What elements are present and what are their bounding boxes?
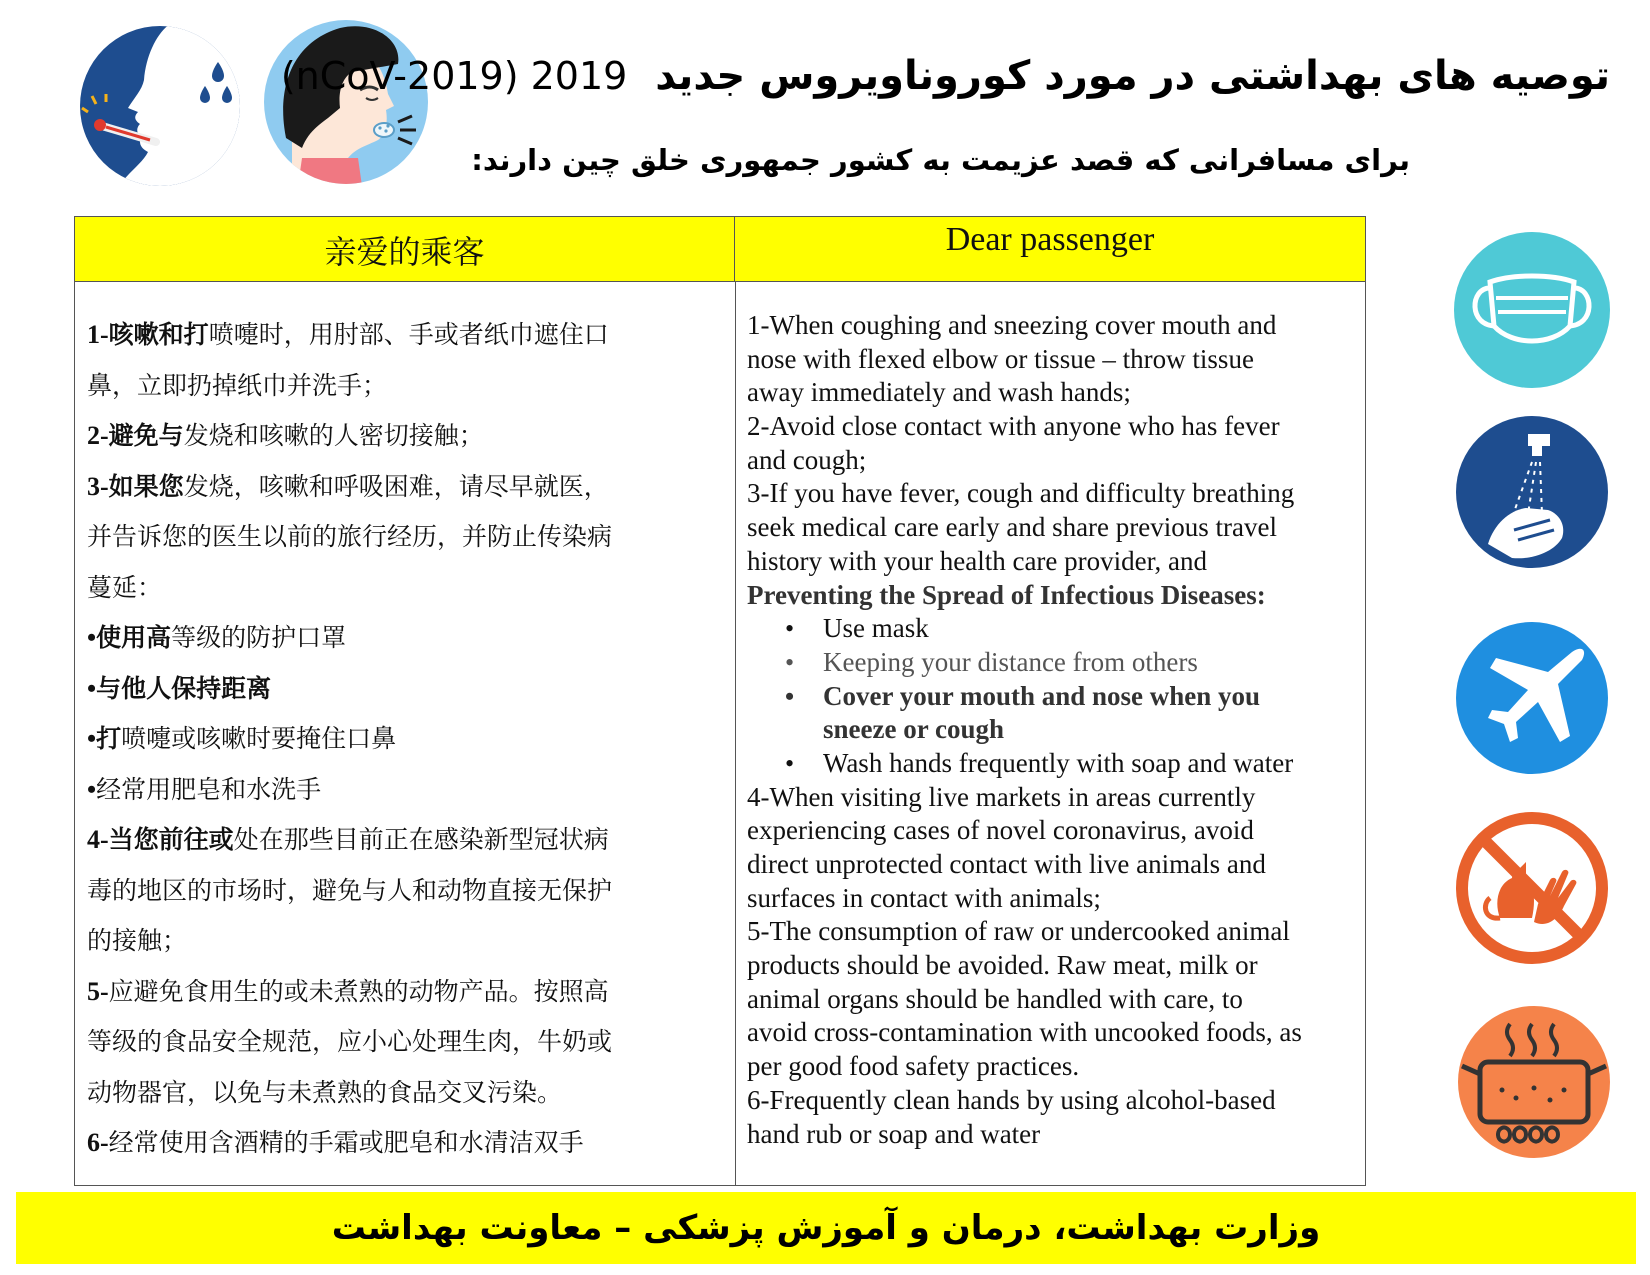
zh-line-text: 应避免食用生的或未煮熟的动物产品。按照高 [108, 976, 609, 1006]
zh-advice-line [87, 1017, 727, 1068]
fever-thermometer-icon [78, 24, 242, 188]
zh-advice-line [87, 462, 727, 513]
zh-line-text: 蔓延： [87, 572, 163, 602]
zh-line-number: • [87, 623, 97, 652]
en-advice-line: experiencing cases of novel coronavirus, avoid [747, 815, 1254, 846]
zh-line-text: 发烧，咳嗽和呼吸困难，请尽早就医， [183, 471, 609, 501]
zh-advice-line [87, 967, 727, 1018]
zh-line-number: 5- [87, 976, 109, 1006]
zh-line-number: 4- [87, 825, 109, 854]
zh-line-bold: 与他人保持距离 [96, 673, 272, 703]
en-advice-line: avoid cross-contamination with uncooked foods, as [747, 1017, 1302, 1048]
header-english: Dear passenger [735, 217, 1365, 282]
zh-line-text: 处在那些目前正在感染新型冠状病 [233, 825, 609, 854]
zh-advice-line [87, 613, 727, 664]
zh-line-number: • [87, 724, 97, 753]
title-code: (nCoV-2019) 2019 [280, 54, 628, 98]
zh-advice-line [87, 310, 727, 361]
zh-line-text: 等级的食品安全规范，应小心处理生肉，牛奶或 [87, 1027, 613, 1056]
advice-table [74, 216, 1366, 1186]
zh-advice-line [87, 916, 727, 967]
en-advice-line: seek medical care early and share previous travel [747, 512, 1277, 543]
cooking-pot-icon [1454, 1002, 1614, 1162]
en-advice-line: 3-If you have fever, cough and difficulty breathing [747, 478, 1295, 509]
zh-advice-line [87, 563, 727, 614]
footer-bar [16, 1192, 1636, 1264]
zh-line-text: 动物器官，以免与未煮熟的食品交叉污染。 [87, 1077, 563, 1107]
zh-line-text: 鼻，立即扔掉纸巾并洗手； [87, 370, 388, 400]
zh-line-number: 1- [87, 320, 109, 349]
no-animal-contact-icon [1454, 810, 1610, 966]
zh-line-text: 毒的地区的市场时，避免与人和动物直接无保护 [87, 875, 613, 905]
en-bullet-item: • Wash hands frequently with soap and water [747, 747, 1357, 781]
zh-line-text: 经常用肥皂和水洗手 [96, 774, 322, 804]
zh-line-bold: 如果您 [108, 471, 184, 501]
zh-line-text: 等级的防护口罩 [171, 623, 347, 652]
en-advice-line: direct unprotected contact with live animals and [747, 849, 1266, 879]
en-advice-line: and cough; [747, 444, 867, 475]
en-advice-line: products should be avoided. Raw meat, milk or [747, 950, 1258, 981]
zh-advice-line [87, 714, 727, 765]
hand-washing-icon [1454, 414, 1610, 570]
page-title [280, 44, 1610, 108]
zh-line-number: • [87, 774, 97, 804]
zh-line-number: 6- [87, 1128, 109, 1157]
en-advice-line: history with your health care provider, and [747, 545, 1208, 576]
zh-line-bold: 打 [96, 724, 122, 753]
page-subtitle: برای مسافرانی که قصد عزیمت به کشور جمهوری خلق چین دارند: [471, 143, 1410, 177]
en-bullet-item: • Use mask [747, 612, 1357, 646]
zh-line-number: 2- [87, 421, 109, 450]
zh-line-bold: 当您前往或 [108, 825, 234, 854]
zh-line-text: 喷嚏时，用肘部、手或者纸巾遮住口 [208, 320, 609, 349]
en-advice-line: 2-Avoid close contact with anyone who has fever [747, 411, 1280, 442]
zh-advice-line [87, 815, 727, 866]
zh-line-number: • [87, 673, 97, 703]
zh-line-text: 发烧和咳嗽的人密切接触； [183, 421, 484, 450]
en-advice-line: animal organs should be handled with care, to [747, 983, 1243, 1014]
en-advice-line: 6-Frequently clean hands by using alcohol-based [747, 1084, 1276, 1115]
zh-line-bold: 使用高 [96, 623, 172, 652]
header-chinese: 亲爱的乘客 [75, 217, 735, 282]
zh-advice-line [87, 411, 727, 462]
en-advice-line: surfaces in contact with animals; [747, 882, 1101, 913]
zh-line-number: 3- [87, 471, 109, 501]
column-divider [735, 282, 736, 1185]
en-bullet-item: • Keeping your distance from others [747, 646, 1357, 680]
zh-line-text: 的接触； [87, 926, 188, 955]
zh-advice-line [87, 1118, 727, 1169]
en-advice-line: away immediately and wash hands; [747, 377, 1131, 408]
zh-advice-line [87, 866, 727, 917]
en-advice-line: nose with flexed elbow or tissue – throw tissue [747, 343, 1254, 374]
zh-advice-line [87, 664, 727, 715]
zh-advice-line [87, 765, 727, 816]
en-bullet-item: • Cover your mouth and nose when you [747, 680, 1357, 714]
zh-line-text: 喷嚏或咳嗽时要掩住口鼻 [121, 724, 397, 753]
en-advice-line: sneeze or cough [823, 714, 1004, 745]
en-advice-line: hand rub or soap and water [747, 1118, 1041, 1149]
chinese-advice-column [87, 310, 727, 1169]
en-advice-line: 4-When visiting live markets in areas currently [747, 781, 1256, 812]
zh-line-text: 并告诉您的医生以前的旅行经历，并防止传染病 [87, 522, 613, 551]
en-advice-line: per good food safety practices. [747, 1051, 1080, 1082]
en-advice-line: 1-When coughing and sneezing cover mouth and [747, 310, 1277, 340]
airplane-icon [1454, 620, 1610, 776]
footer-ministry-text: وزارت بهداشت، درمان و آموزش پزشکی – معاونت بهداشت [331, 1208, 1321, 1248]
title-fa: توصیه های بهداشتی در مورد کوروناویروس جدید [655, 53, 1610, 99]
en-advice-line: 5-The consumption of raw or undercooked animal [747, 916, 1290, 947]
zh-advice-line [87, 512, 727, 563]
english-advice-column [747, 309, 1357, 1151]
face-mask-icon [1452, 230, 1612, 390]
en-advice-line: Preventing the Spread of Infectious Diseases: [747, 579, 1266, 610]
zh-advice-line [87, 361, 727, 412]
zh-line-bold: 避免与 [108, 421, 184, 450]
zh-line-bold: 咳嗽和打 [108, 320, 209, 349]
zh-line-text: 经常使用含酒精的手霜或肥皂和水清洁双手 [108, 1128, 584, 1157]
zh-advice-line [87, 1068, 727, 1119]
